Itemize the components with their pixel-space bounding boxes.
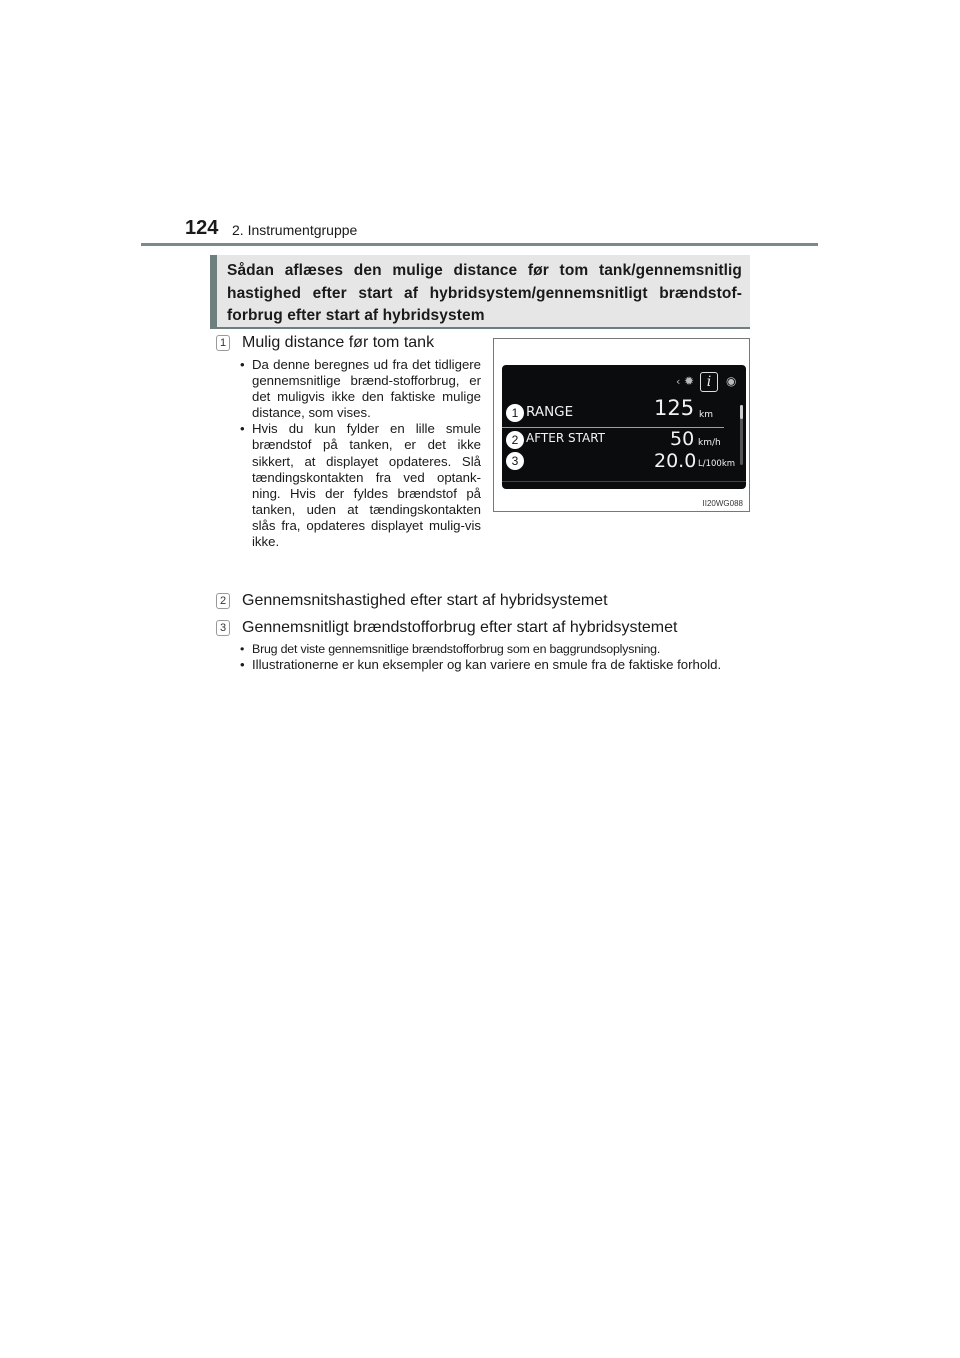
speed-value: 50	[670, 428, 695, 450]
speed-unit: km/h	[698, 438, 721, 448]
item-3-bullets	[240, 641, 745, 674]
scroll-thumb	[740, 405, 743, 419]
chapter-title: 2. Instrumentgruppe	[232, 222, 358, 238]
display-illustration	[493, 338, 750, 512]
gauge-icon: ◉	[726, 374, 737, 388]
chevron-left-icon: ‹	[676, 375, 681, 388]
callout-1: 1	[506, 404, 524, 422]
info-icon: i	[700, 372, 718, 392]
list-item: • Hvis du kun fylder en lille smule brændstof på tanken, er det ikke sikkert, at displayet opdateres. Slå tændingskontakten fra ved optank-ning. Hvis der fyldes brændstof på tanken, uden at tændingskontakten slås fra, opdateres displayet mulig-vis ikke.	[240, 421, 481, 550]
callout-2: 2	[506, 431, 524, 449]
range-value: 125	[654, 396, 695, 420]
list-item: • Illustrationerne er kun eksempler og kan variere en smule fra de faktiske forhold.	[240, 657, 745, 673]
range-unit: km	[699, 410, 713, 420]
list-item: • Brug det viste gennemsnitlige brændstofforbrug som en baggrundsoplysning.	[240, 641, 745, 657]
item-3-number: 3	[216, 619, 230, 637]
item-1-heading: Mulig distance før tom tank	[242, 334, 435, 351]
range-label: RANGE	[526, 404, 574, 420]
fuel-value: 20.0	[654, 450, 697, 472]
gear-icon: ✹	[684, 374, 695, 388]
item-2-heading: Gennemsnitshastighed efter start af hybridsystemet	[242, 592, 608, 609]
header-divider	[141, 243, 818, 246]
item-1-number: 1	[216, 334, 230, 352]
list-item: • Da denne beregnes ud fra det tidligere gennemsnitlige brænd-stofforbrug, er det muligvis ikke den faktiske mulige distance, som vises.	[240, 357, 481, 421]
illustration-code: II20WG088	[702, 499, 743, 508]
item-3-heading: Gennemsnitligt brændstofforbrug efter start af hybridsystemet	[242, 619, 678, 636]
after-start-label: AFTER START	[526, 431, 605, 445]
item-2-number: 2	[216, 592, 230, 610]
multi-information-display	[502, 365, 746, 489]
fuel-unit: L/100km	[698, 459, 736, 469]
section-heading-box	[210, 255, 750, 329]
page-number: 124	[185, 217, 219, 239]
callout-3: 3	[506, 452, 524, 470]
item-1-bullets	[240, 357, 481, 550]
display-bottom-line	[502, 481, 746, 482]
section-title: Sådan aflæses den mulige distance før tom tank/gennemsnitlig hastighed efter start af hybridsystem/gennemsnitligt brændstof-forbrug efter start af hybridsystem	[227, 262, 742, 324]
